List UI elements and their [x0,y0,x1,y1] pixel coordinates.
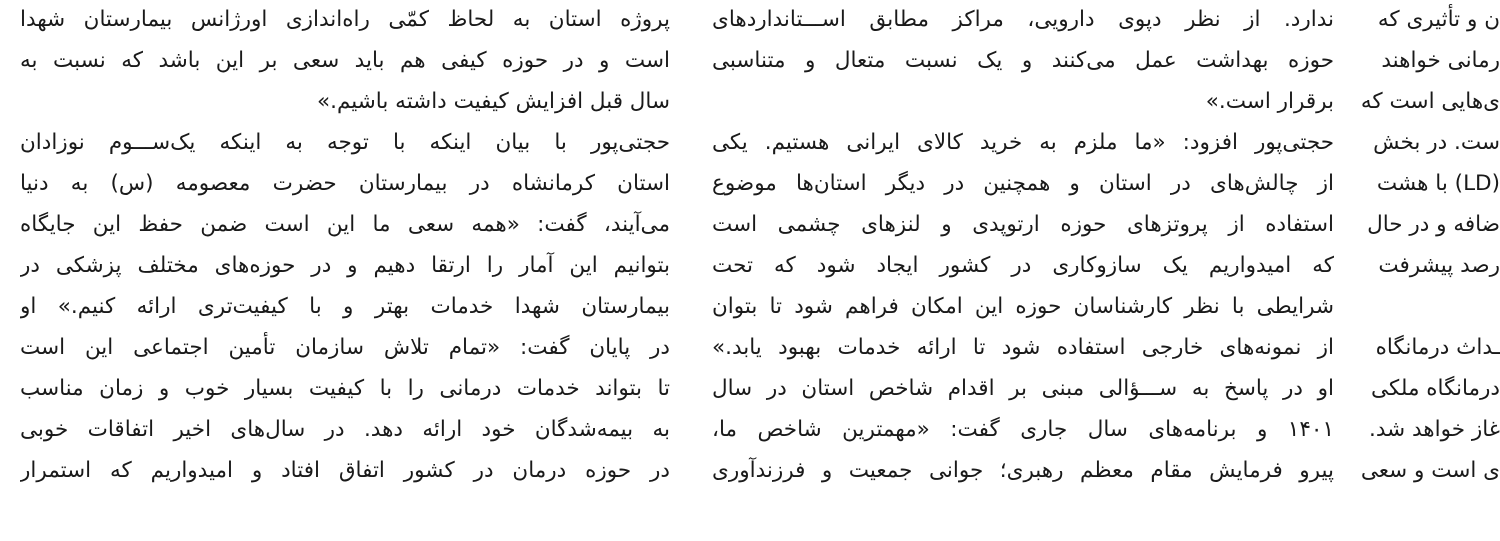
text-line: بیمارستان شهدا خدمات بهتر و با کیفیت‌تری ارائه کنیم.» او [20,294,670,319]
text-line: ن و تأثیری که [1377,7,1500,32]
text-line: ضافه و در حال [1367,212,1500,237]
text-line: پیرو فرمایش مقام معظم رهبری؛ جوانی جمعیت و فرزندآوری [712,458,1334,483]
text-line: استان کرمانشاه در بیمارستان حضرت معصومه (س) به دنیا [20,171,670,196]
text-line: شرایطی با نظر کارشناسان حوزه این امکان فراهم شود تا بتوان [712,294,1334,319]
text-line: حجتی‌پور افزود: «ما ملزم به خرید کالای ایرانی هستیم. یکی [712,130,1334,155]
text-line: رصد پیشرفت [1378,253,1500,278]
text-line [1354,287,1500,327]
text-line: بتوانیم این آمار را ارتقا دهیم و در حوزه‌های مختلف پزشکی در [20,253,670,278]
article-column-right-cropped [1354,0,1500,541]
text-line: سال قبل افزایش کیفیت داشته باشیم.» [317,89,670,114]
text-line: پروژه استان به لحاظ کمّی راه‌اندازی اورژانس بیمارستان شهدا [20,7,670,32]
text-line: غاز خواهد شد. [1369,417,1500,442]
text-line: ـداث درمانگاه [1375,335,1500,360]
text-line: درمانگاه ملکی [1371,376,1500,401]
text-line: به بیمه‌شدگان خود ارائه دهد. در سال‌های اخیر اتفاقات خوبی [20,417,670,442]
text-line: ی است و سعی [1360,458,1500,483]
article-column-middle [712,0,1334,541]
text-line: در پایان گفت: «تمام تلاش سازمان تأمین اجتماعی این است [20,335,670,360]
text-line: ندارد. از نظر دپوی دارویی، مراکز مطابق اســـتانداردهای [712,7,1334,32]
text-line: (LD) با هشت [1376,171,1500,196]
article-column-left [20,0,670,541]
text-line: از چالش‌های در استان و همچنین در دیگر استان‌ها موضوع [712,171,1334,196]
text-line: است و در حوزه کیفی هم باید سعی بر این باشد که نسبت به [20,48,670,73]
text-line: ست. در بخش [1373,130,1500,155]
text-line: برقرار است.» [1205,89,1334,114]
text-line: در حوزه درمان در کشور اتفاق افتاد و امیدواریم که استمرار [20,458,670,483]
text-line: تا بتواند خدمات درمانی را با کیفیت بسیار خوب و زمان مناسب [20,376,670,401]
text-line: ۱۴۰۱ و برنامه‌های سال جاری گفت: «مهمترین شاخص ما، [712,417,1334,442]
text-line: رمانی خواهند [1381,48,1500,73]
text-line: می‌آیند، گفت: «همه سعی ما این است ضمن حفظ این جایگاه [20,212,670,237]
text-line: ی‌هایی است که [1360,89,1500,114]
text-line: حجتی‌پور با بیان اینکه با توجه به اینکه یک‌ســـوم نوزادان [20,130,670,155]
text-line: که امیدواریم یک سازوکاری در کشور ایجاد شود که تحت [712,253,1334,278]
text-line: حوزه بهداشت عمل می‌کنند و یک نسبت متعال و متناسبی [712,48,1334,73]
text-line: او در پاسخ به ســـؤالی مبنی بر اقدام شاخص استان در سال [712,376,1334,401]
text-line: از نمونه‌های خارجی استفاده شود تا ارائه خدمات بهبود یابد.» [712,335,1334,360]
text-line: استفاده از پروتزهای حوزه ارتوپدی و لنزهای چشمی است [712,212,1334,237]
